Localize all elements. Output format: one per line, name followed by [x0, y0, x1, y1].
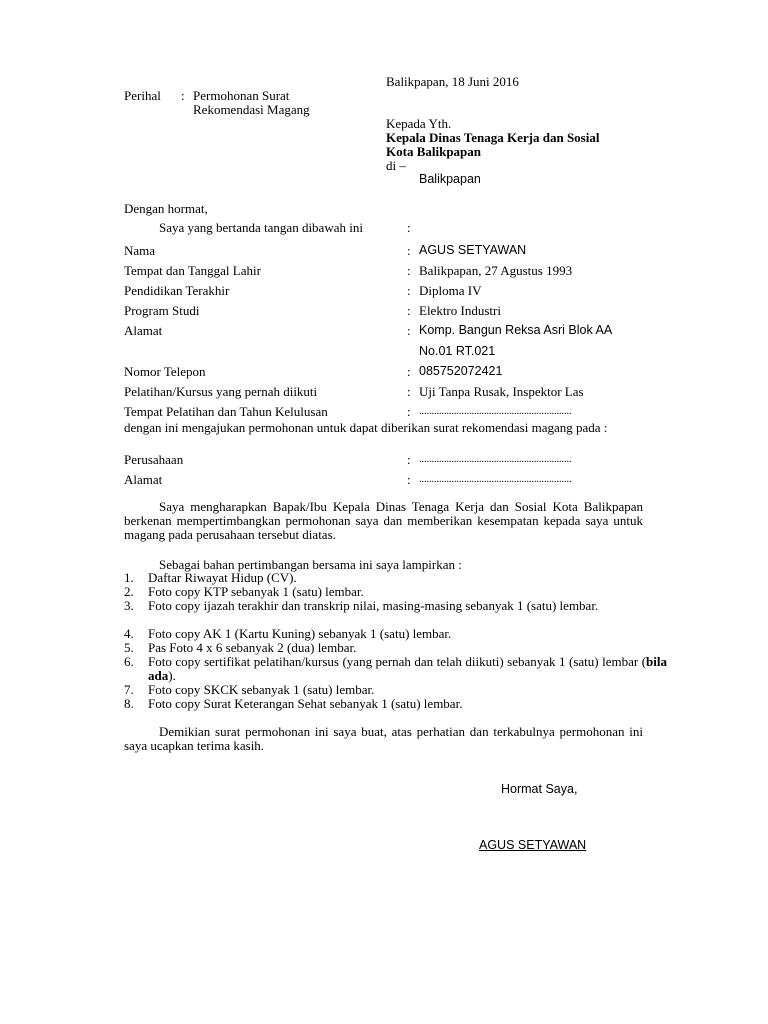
perihal-line2: Rekomendasi Magang [193, 102, 310, 117]
field-colon: : [407, 472, 411, 487]
perihal-line1: Permohonan Surat [193, 88, 290, 103]
field-colon: : [407, 243, 411, 258]
field-label-ttl: Tempat dan Tanggal Lahir [124, 263, 261, 278]
intro-colon: : [407, 220, 411, 235]
field-colon: : [407, 323, 411, 338]
field-value-tempat-pelatihan: ............................................................. [419, 406, 572, 417]
signature-regards: Hormat Saya, [501, 782, 578, 796]
request-text: dengan ini mengajukan permohonan untuk dapat diberikan surat rekomendasi magang pada : [124, 420, 608, 435]
recipient-line2: Kota Balikpapan [386, 144, 482, 159]
field-label-tempat-pelatihan: Tempat Pelatihan dan Tahun Kelulusan [124, 404, 328, 419]
perihal-label: Perihal [124, 88, 161, 103]
field-colon: : [407, 364, 411, 379]
field-value-telepon: 085752072421 [419, 364, 503, 378]
field-label-nama: Nama [124, 243, 156, 258]
field-colon: : [407, 384, 411, 399]
field-colon: : [407, 452, 411, 467]
greeting: Dengan hormat, [124, 201, 208, 216]
field-value-nama: AGUS SETYAWAN [419, 243, 527, 257]
recipient-city: Balikpapan [419, 172, 481, 186]
field-colon: : [407, 283, 411, 298]
intro-text: Saya yang bertanda tangan dibawah ini [159, 220, 363, 235]
field-value-alamat-line2: No.01 RT.021 [419, 344, 496, 358]
field-colon: : [407, 303, 411, 318]
field-colon: : [407, 404, 411, 419]
field-value-prodi: Elektro Industri [419, 303, 501, 318]
field-value-alamat: Komp. Bangun Reksa Asri Blok AA [419, 323, 613, 337]
company-label-perusahaan: Perusahaan [124, 452, 184, 467]
signature-name: AGUS SETYAWAN [479, 838, 587, 852]
field-value-pelatihan: Uji Tanpa Rusak, Inspektor Las [419, 384, 584, 399]
letter-page: Balikpapan, 18 Juni 2016 Perihal : Permohonan Surat Rekomendasi Magang Kepada Yth. Kepala Dinas Tenaga Kerja dan Sosial Kota Balikpapan di – Balikpapan Dengan hormat, Saya yang bertanda tangan dibawah ini : Nama : AGUS SETYAWAN Tempat dan Tanggal Lahir : Balikpapan, 27 Agustus 1993 Pendidikan Terakhir : Diploma IV Program Studi : Elektro Industri Alamat : Komp. Bangun Reksa Asri Blok AA No.01 RT.021 Nomor Telepon : 085752072421 Pelatihan/Kursus yang pernah diikuti : Uji Tanpa Rusak, Inspektor Las Tempat Pelatihan dan Tahun Kelulusan : ............................................................. dengan ini mengajukan permohonan untuk dapat diberikan surat rekomendasi magang pada : Perusahaan : ............................................................. Alamat : ............................................................. Saya mengharapkan Bapak/Ibu Kepala Dinas Tenaga Kerja dan Sosial Kota Balikpapan berkenan mempertimbangkan permohonan saya dan memberikan kesempatan kepada saya untuk magang pada perusahaan tersebut diatas. Sebagai bahan pertimbangan bersama ini saya lampirkan : 1. Daftar Riwayat Hidup (CV). 2. Foto copy KTP sebanyak 1 (satu) lembar. 3. Foto copy ijazah terakhir dan transkrip nilai, masing-masing sebanyak 1 (satu) lembar. 4. Foto copy AK 1 (Kartu Kuning) sebanyak 1 (satu) lembar. 5. Pas Foto 4 x 6 sebanyak 2 (dua) lembar. 6. Foto copy sertifikat pelatihan/kursus (yang pernah dan telah diikuti) sebanyak 1 (satu) lembar (bila ada). 7. Foto copy SKCK sebanyak 1 (satu) lembar. 8. Foto copy Surat Keterangan Sehat sebanyak 1 (satu) lembar. Demikian surat permohonan ini saya buat, atas perhatian dan terkabulnya permohonan ini saya ucapkan terima kasih. Hormat Saya, AGUS SETYAWAN [124, 74, 667, 852]
perihal-colon: : [181, 88, 185, 103]
field-label-prodi: Program Studi [124, 303, 200, 318]
paragraph-request: Saya mengharapkan Bapak/Ibu Kepala Dinas Tenaga Kerja dan Sosial Kota Balikpapan berkenan mempertimbangkan permohonan saya dan memberikan kesempatan kepada saya untuk magang pada perusahaan tersebut diatas. [124, 499, 643, 542]
attachments-intro: Sebagai bahan pertimbangan bersama ini saya lampirkan : [159, 557, 462, 572]
closing-paragraph: Demikian surat permohonan ini saya buat, atas perhatian dan terkabulnya permohonan ini saya ucapkan terima kasih. [124, 724, 643, 753]
recipient-line1: Kepala Dinas Tenaga Kerja dan Sosial [386, 130, 600, 145]
field-label-pendidikan: Pendidikan Terakhir [124, 283, 230, 298]
company-label-alamat: Alamat [124, 472, 163, 487]
company-value-perusahaan: ............................................................. [419, 454, 572, 465]
place-date: Balikpapan, 18 Juni 2016 [386, 74, 519, 89]
recipient-di: di – [386, 158, 406, 173]
company-value-alamat: ............................................................. [419, 474, 572, 485]
recipient-kepada: Kepada Yth. [386, 116, 452, 131]
field-value-pendidikan: Diploma IV [419, 283, 482, 298]
field-colon: : [407, 263, 411, 278]
field-label-alamat: Alamat [124, 323, 163, 338]
field-label-pelatihan: Pelatihan/Kursus yang pernah diikuti [124, 384, 318, 399]
bila-ada-bold: bila ada [148, 654, 667, 683]
field-label-telepon: Nomor Telepon [124, 364, 206, 379]
field-value-ttl: Balikpapan, 27 Agustus 1993 [419, 263, 573, 278]
